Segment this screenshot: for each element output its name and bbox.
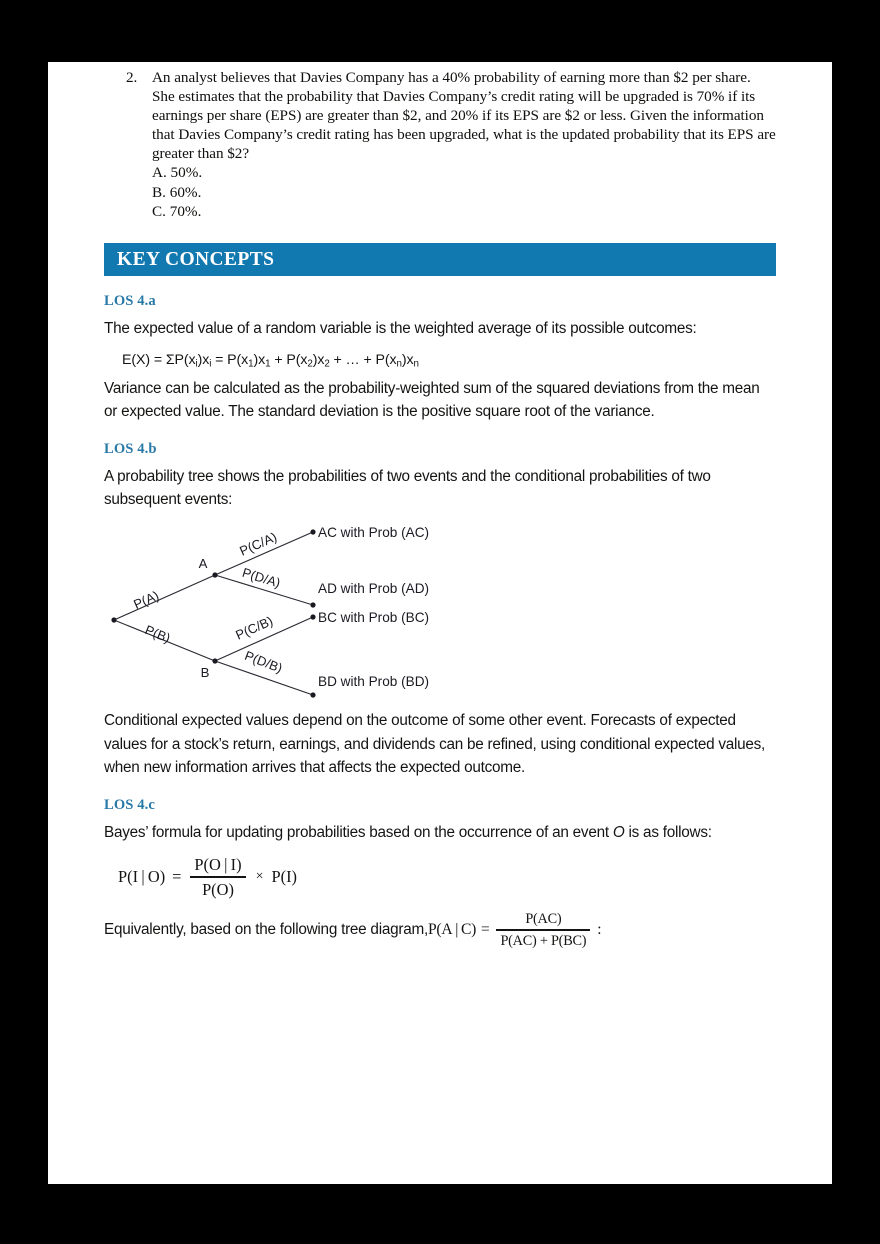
key-concepts-banner <box>104 243 776 276</box>
tree-node-ad <box>310 602 315 607</box>
eq-part-13: n <box>396 358 402 370</box>
bayes-intro-pre: Bayes’ formula for updating probabilities based on the occurrence of an event <box>104 823 613 841</box>
eq-part-11: 2 <box>324 358 330 370</box>
eq-part-15: n <box>413 358 419 370</box>
key-concepts-title: KEY CONCEPTS <box>117 248 275 270</box>
eq-part-0: E(X) = ΣP(x <box>122 351 196 368</box>
tree-node-root <box>111 617 116 622</box>
equivalently-numerator: P(AC) <box>525 911 562 928</box>
tree-branch-root-a <box>114 575 215 620</box>
tree-outcome-bc: BC with Prob (BC) <box>318 610 430 626</box>
question-text: An analyst believes that Davies Company has a 40% probability of earning more than $2 per share. She estimates that the probability that Davies Company’s credit rating will be upgraded is 70% if its earnings per share (EPS) are greater than $2, and 20% if its EPS are $2 or less. Given the information that Davies Company’s credit rating has been upgraded, what is the updated probability that its EPS are greater than $2? <box>152 69 776 163</box>
los-heading-4a: LOS 4.a <box>104 293 156 310</box>
eq-part-12: + … + P(x <box>329 351 397 368</box>
answer-choice-a[interactable]: A. 50%. <box>152 164 203 182</box>
bayes-times-operator: × <box>255 869 264 885</box>
equivalently-trailing-colon: : <box>597 921 602 939</box>
bayes-equals: = <box>172 867 182 887</box>
tree-outcome-bd: BD with Prob (BD) <box>318 674 430 690</box>
los-heading-4c: LOS 4.c <box>104 796 155 813</box>
tree-outcome-ad: AD with Prob (AD) <box>318 581 430 597</box>
los-4b-paragraph-2: Conditional expected values depend on the outcome of some other event. Forecasts of expected values for a stock’s return, earnings, and dividends can be refined, using conditional expected values, when new information arrives that affects the expected outcome. <box>104 712 766 777</box>
eq-part-6: )x <box>253 351 266 368</box>
eq-part-1: i <box>195 358 198 370</box>
question-number: 2. <box>126 69 138 86</box>
answer-choice-c[interactable]: C. 70%. <box>152 203 202 221</box>
tree-branch-label-pcb: P(C/B) <box>233 613 276 643</box>
bayes-fraction <box>190 855 245 899</box>
question-item <box>104 68 776 163</box>
tree-branch-label-pb: P(B) <box>142 622 173 646</box>
probability-tree-diagram <box>104 524 776 702</box>
eq-part-9: 2 <box>307 358 313 370</box>
bayes-denominator: P(O) <box>202 879 234 899</box>
answer-choice-b[interactable]: B. 60%. <box>152 183 202 201</box>
tree-outcome-ac: AC with Prob (AC) <box>318 525 430 541</box>
eq-part-3: i <box>209 358 212 370</box>
tree-node-bd <box>310 692 315 697</box>
bayes-formula <box>118 857 776 897</box>
document-page <box>48 62 832 1184</box>
eq-part-8: + P(x <box>270 351 308 368</box>
equivalently-fraction <box>496 911 590 949</box>
tree-branch-label-pda: P(D/A) <box>240 564 283 591</box>
los-4a-paragraph-2: Variance can be calculated as the probability-weighted sum of the squared deviations from the mean or expected value. The standard deviation is the positive square root of the variance. <box>104 379 760 421</box>
equivalently-equals: = <box>481 921 490 939</box>
bayes-rhs: P(I) <box>271 867 297 887</box>
tree-node-a <box>212 572 217 577</box>
los-heading-4b: LOS 4.b <box>104 440 157 457</box>
bayes-event-symbol: O <box>612 823 625 841</box>
answer-choices <box>104 163 776 221</box>
equivalently-lead: Equivalently, based on the following tree diagram, <box>104 921 428 939</box>
los-4a-paragraph-1: The expected value of a random variable is the weighted average of its possible outcomes: <box>104 320 697 338</box>
equivalently-lhs: P(A | C) <box>427 921 477 939</box>
eq-part-5: 1 <box>248 358 254 370</box>
eq-part-2: )x <box>197 351 210 368</box>
eq-part-14: )x <box>401 351 414 368</box>
los-4c-paragraph-1 <box>104 821 776 845</box>
bayes-numerator: P(O | I) <box>194 855 242 875</box>
tree-branch-label-pca: P(C/A) <box>237 529 280 559</box>
eq-part-4: = P(x <box>211 351 249 368</box>
page-content <box>104 62 776 950</box>
equivalently-line <box>104 910 776 950</box>
tree-node-bc <box>310 614 315 619</box>
tree-branch-label-pa: P(A) <box>131 587 162 613</box>
bayes-lhs: P(I | O) <box>118 867 166 887</box>
equivalently-denominator: P(AC) + P(BC) <box>500 932 587 949</box>
tree-branch-label-pdb: P(D/B) <box>242 647 285 676</box>
tree-node-b <box>212 658 217 663</box>
los-4b-paragraph-1: A probability tree shows the probabilities of two events and the conditional probabilities of two subsequent events: <box>104 467 711 509</box>
expected-value-equation <box>122 352 776 370</box>
tree-node-label-b: B <box>200 665 210 681</box>
tree-node-ac <box>310 529 315 534</box>
eq-part-7: 1 <box>265 358 271 370</box>
bayes-intro-post: is as follows: <box>624 823 712 841</box>
tree-node-label-a: A <box>198 556 208 572</box>
eq-part-10: )x <box>312 351 325 368</box>
